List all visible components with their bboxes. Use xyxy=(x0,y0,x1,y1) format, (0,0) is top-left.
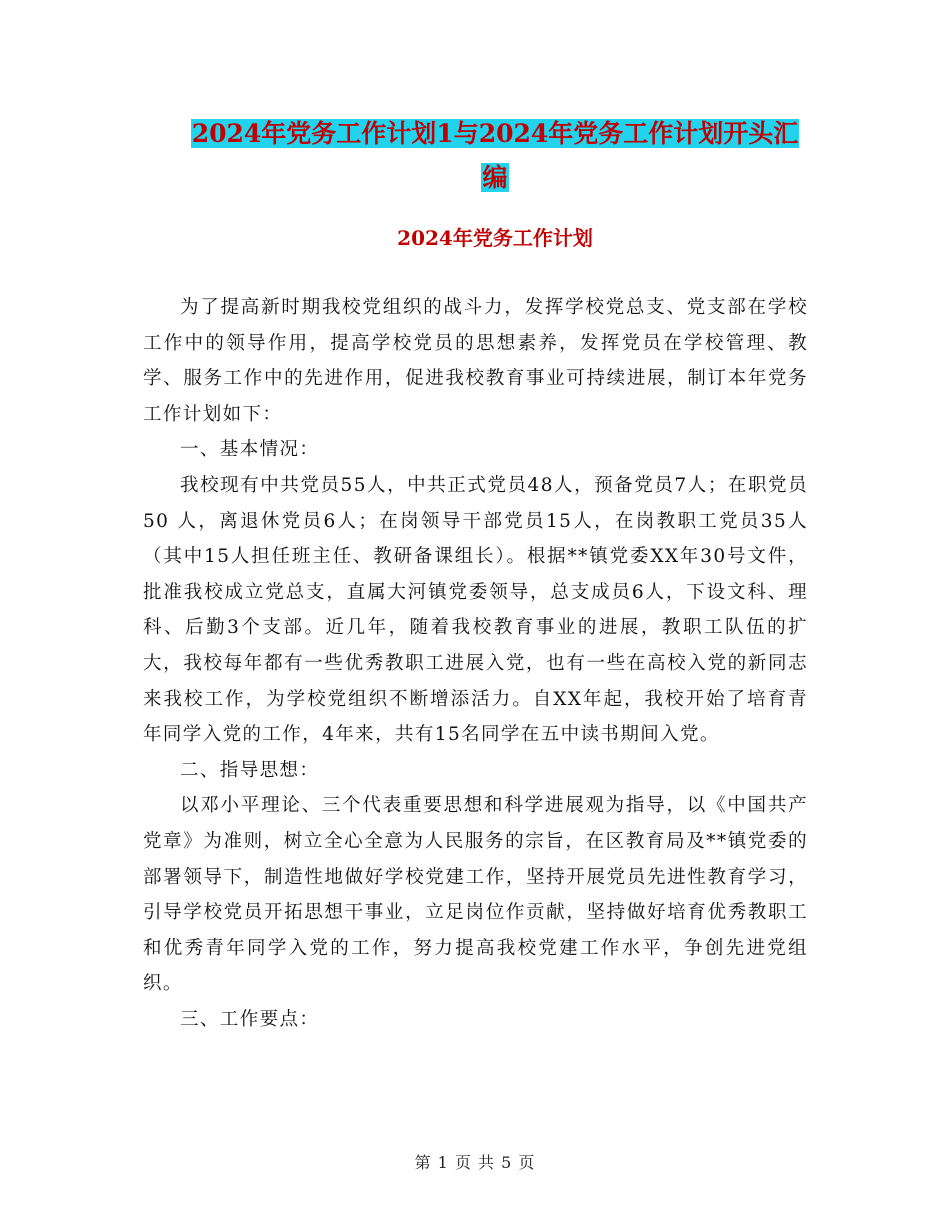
heading-work-points: 三、工作要点： xyxy=(180,1008,320,1030)
page-footer: 第 1 页 共 5 页 xyxy=(414,1153,536,1172)
intro-paragraph: 为了提高新时期我校党组织的战斗力，发挥学校党总支、党支部在学校工作中的领导作用，提高学校党员的思想素养，发挥党员在学校管理、教学、服务工作中的先进作用，促进我校教育事业可持续进展，制订本年党务工作计划如下： xyxy=(143,297,808,425)
heading-basic-situation: 一、基本情况： xyxy=(180,439,320,461)
section-title: 2024年党务工作计划 xyxy=(397,226,593,250)
guiding-ideology-paragraph: 以邓小平理论、三个代表重要思想和科学进展观为指导，以《中国共产党章》为准则，树立全心全意为人民服务的宗旨，在区教育局及**镇党委的部署领导下，制造性地做好学校党建工作，坚持开展党员先进性教育学习，引导学校党员开拓思想干事业，立足岗位作贡献，坚持做好培育优秀教职工和优秀青年同学入党的工作，努力提高我校党建工作水平，争创先进党组织。 xyxy=(143,795,808,995)
document-title-line-2: 编 xyxy=(482,163,508,192)
document-title xyxy=(140,112,850,200)
basic-situation-paragraph: 我校现有中共党员55人，中共正式党员48人，预备党员7人；在职党员50 人，离退休党员6人；在岗领导干部党员15人，在岗教职工党员35人（其中15人担任班主任、教研备课组长）。根据**镇党委XX年30号文件，批准我校成立党总支，直属大河镇党委领导，总支成员6人，下设文科、理科、后勤3个支部。近几年，随着我校教育事业的进展，教职工队伍的扩大，我校每年都有一些优秀教职工进展入党，也有一些在高校入党的新同志来我校工作，为学校党组织不断增添活力。自XX年起，我校开始了培育青年同学入党的工作，4年来，共有15名同学在五中读书期间入党。 xyxy=(143,474,808,746)
document-body xyxy=(143,290,808,1037)
heading-guiding-ideology: 二、指导思想： xyxy=(180,759,320,781)
document-title-line-1: 2024年党务工作计划1与2024年党务工作计划开头汇 xyxy=(191,119,799,148)
